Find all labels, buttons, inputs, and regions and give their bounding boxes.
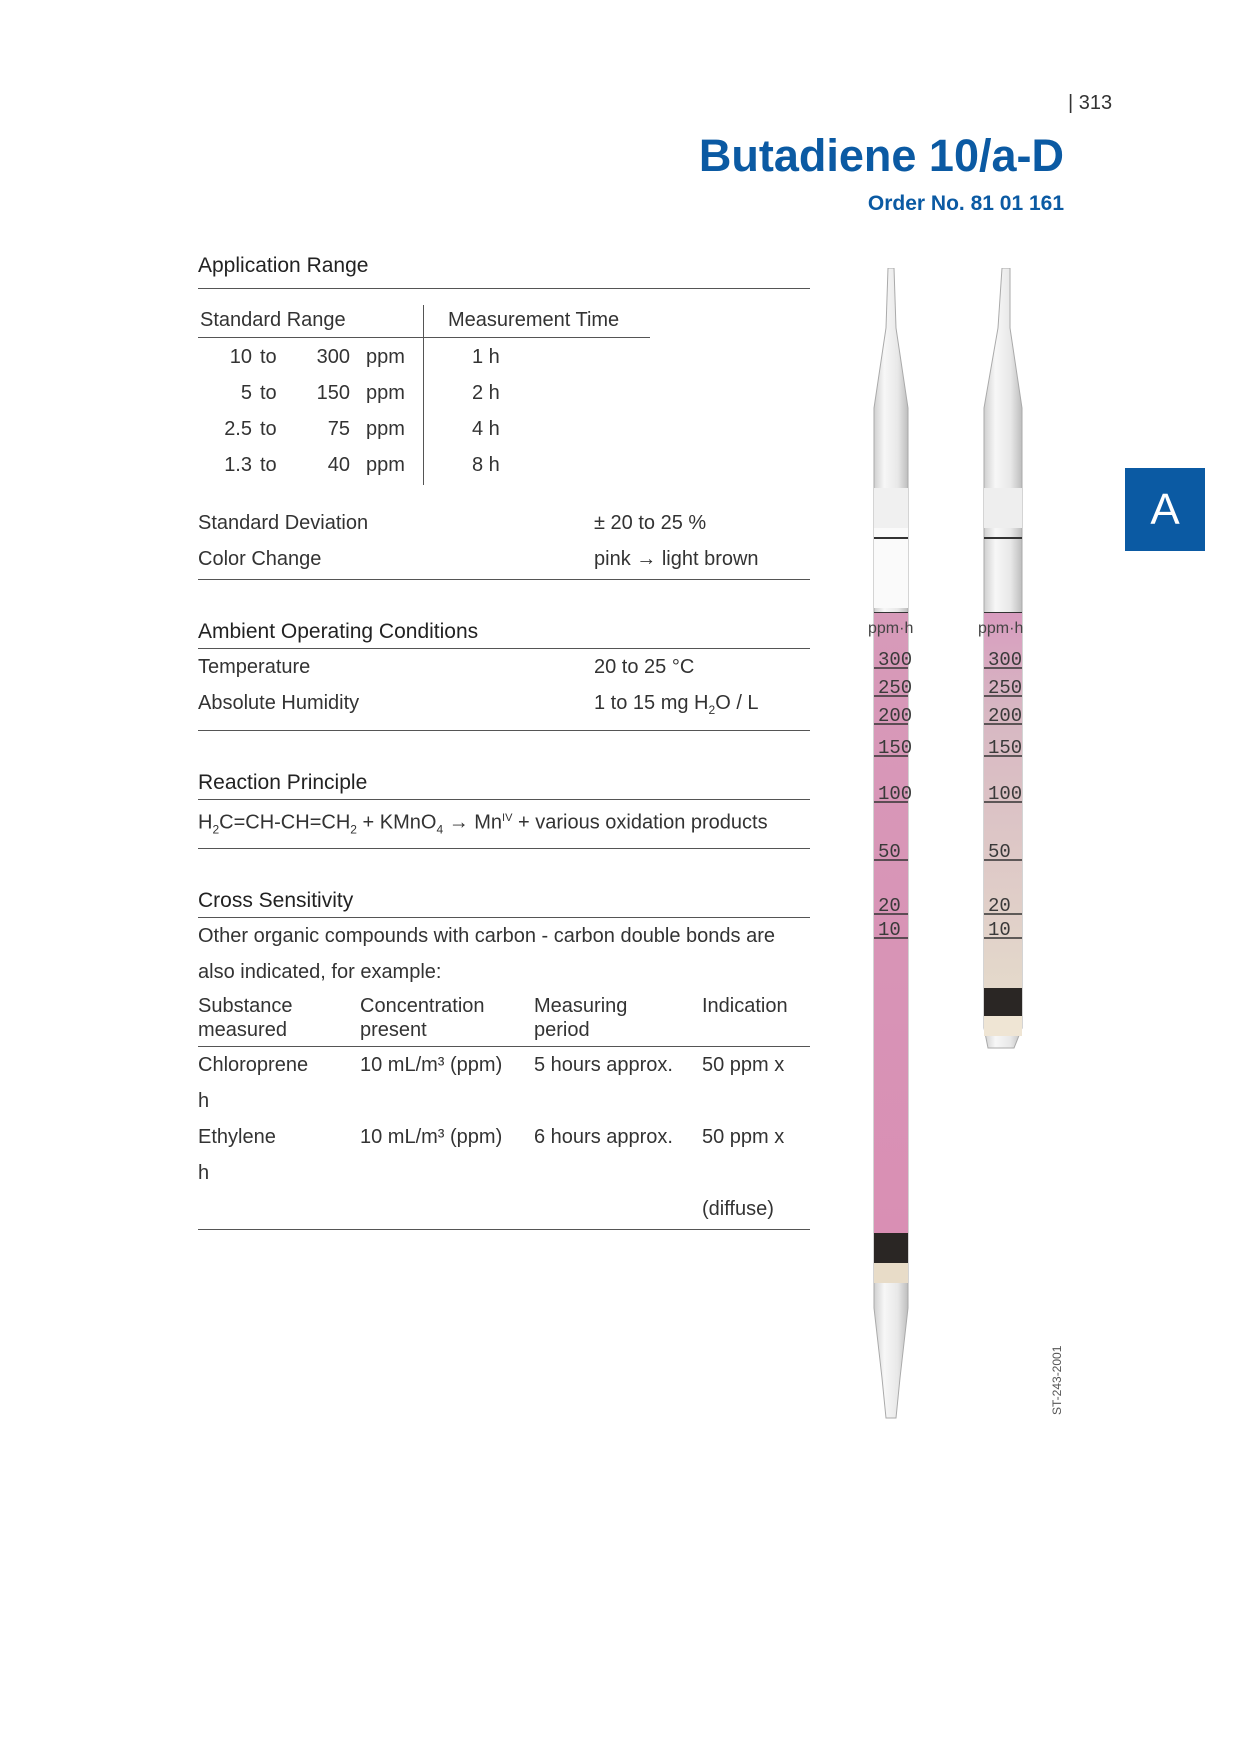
cross-table-body bbox=[198, 1047, 810, 1191]
range-unit: ppm bbox=[366, 382, 405, 404]
spec-content bbox=[198, 248, 810, 1230]
ambient-heading: Ambient Operating Conditions bbox=[198, 620, 479, 643]
range-rows bbox=[198, 339, 650, 483]
humidity-label: Absolute Humidity bbox=[198, 692, 360, 714]
range-row bbox=[198, 447, 650, 483]
col-standard-range: Standard Range bbox=[200, 309, 346, 331]
std-dev-label: Standard Deviation bbox=[198, 512, 369, 534]
cross-cell-indication: 50 ppm x bbox=[702, 1053, 785, 1076]
range-time: 8 h bbox=[472, 454, 500, 476]
cross-table-row bbox=[198, 1119, 810, 1155]
photo-credit: ST-243-2001 bbox=[1050, 1345, 1064, 1415]
cross-cell-period: 5 hours approx. bbox=[534, 1053, 673, 1076]
tube-scale-label: 300 bbox=[878, 649, 913, 671]
tube-scale-label: 50 bbox=[878, 841, 901, 863]
cross-table-row bbox=[198, 1047, 810, 1083]
cross-col-header: Concentration present bbox=[360, 994, 485, 1041]
range-to: to bbox=[260, 346, 277, 368]
tube-scale-label: 100 bbox=[878, 783, 913, 805]
tube-scale-label: 200 bbox=[878, 705, 913, 727]
cross-wrap-text: h bbox=[198, 1161, 210, 1184]
order-number: Order No. 81 01 161 bbox=[867, 192, 1064, 215]
tube-scale-label: 200 bbox=[988, 705, 1023, 727]
cross-note: (diffuse) bbox=[702, 1197, 774, 1220]
arrow-icon: → bbox=[448, 811, 469, 834]
range-from: 1.3 bbox=[224, 454, 252, 476]
cross-heading: Cross Sensitivity bbox=[198, 888, 354, 912]
cross-cell-substance: Chloroprene bbox=[198, 1053, 309, 1076]
arrow-icon: → bbox=[636, 548, 657, 570]
tube-scale-label: 250 bbox=[878, 677, 913, 699]
range-to: to bbox=[260, 418, 277, 440]
range-upper: 75 bbox=[327, 418, 350, 440]
range-time: 1 h bbox=[472, 346, 500, 368]
tube-scale-unit: ppm·h bbox=[868, 620, 914, 637]
cross-col-header: Substance measured bbox=[198, 994, 293, 1041]
range-row bbox=[198, 375, 650, 411]
range-to: to bbox=[260, 454, 277, 476]
humidity-value: 1 to 15 mg $H_2O$ / L bbox=[594, 692, 759, 717]
cross-cell-conc: 10 mL/m³ (ppm) bbox=[360, 1053, 503, 1076]
color-change-value: pink → light brown bbox=[594, 548, 759, 570]
temperature-label: Temperature bbox=[198, 656, 311, 678]
range-table bbox=[198, 305, 810, 505]
page-title: Butadiene 10/a-D bbox=[698, 130, 1064, 181]
cross-table-header bbox=[198, 994, 810, 1047]
page-number: | 313 bbox=[1068, 92, 1113, 114]
range-upper: 300 bbox=[316, 346, 350, 368]
temperature-value: 20 to 25 °C bbox=[594, 656, 695, 678]
cross-cell-conc: 10 mL/m³ (ppm) bbox=[360, 1125, 503, 1148]
cross-wrap-text: h bbox=[198, 1089, 210, 1112]
cross-intro-1: Other organic compounds with carbon - carbon double bonds are bbox=[198, 924, 776, 947]
section-tab[interactable]: A bbox=[1125, 468, 1205, 551]
cross-intro-2: also indicated, for example: bbox=[198, 960, 442, 983]
cross-col-header: Measuring period bbox=[534, 994, 628, 1041]
cross-cell-indication: 50 ppm x bbox=[702, 1125, 785, 1148]
tube-scale-unit: ppm·h bbox=[978, 620, 1024, 637]
range-row bbox=[198, 411, 650, 447]
reaction-equation: $H_2C=CH-CH=CH_2$ + KMnO$_4$ → $Mn^{IV}$ + various oxidation products bbox=[198, 811, 768, 837]
tube-scale-label: 50 bbox=[988, 841, 1011, 863]
range-row bbox=[198, 339, 650, 375]
application-range-heading: Application Range bbox=[198, 254, 369, 277]
tube-scale-label: 100 bbox=[988, 783, 1023, 805]
col-measurement-time: Measurement Time bbox=[448, 309, 620, 331]
range-unit: ppm bbox=[366, 346, 405, 368]
tube-scale-label: 20 bbox=[988, 895, 1011, 917]
reaction-heading: Reaction Principle bbox=[198, 771, 368, 794]
range-unit: ppm bbox=[366, 418, 405, 440]
tube-scale-label: 250 bbox=[988, 677, 1023, 699]
detector-tubes-photo bbox=[860, 268, 1080, 1428]
cross-cell-substance: Ethylene bbox=[198, 1125, 276, 1148]
range-upper: 150 bbox=[316, 382, 350, 404]
range-upper: 40 bbox=[327, 454, 350, 476]
std-dev-value: ± 20 to 25 % bbox=[594, 512, 707, 534]
tube-scale-label: 150 bbox=[878, 737, 913, 759]
tube-scale-label: 10 bbox=[988, 919, 1011, 941]
cross-col-header: Indication bbox=[702, 994, 788, 1017]
range-time: 2 h bbox=[472, 382, 500, 404]
tube-scale-label: 300 bbox=[988, 649, 1023, 671]
tube-scale-label: 20 bbox=[878, 895, 901, 917]
range-time: 4 h bbox=[472, 418, 500, 440]
cross-cell-period: 6 hours approx. bbox=[534, 1125, 673, 1148]
range-from: 10 bbox=[229, 346, 252, 368]
color-change-label: Color Change bbox=[198, 548, 322, 570]
tube-scale-label: 150 bbox=[988, 737, 1023, 759]
range-from: 5 bbox=[240, 382, 252, 404]
range-unit: ppm bbox=[366, 454, 405, 476]
range-from: 2.5 bbox=[224, 418, 252, 440]
tube-scale-label: 10 bbox=[878, 919, 901, 941]
range-to: to bbox=[260, 382, 277, 404]
